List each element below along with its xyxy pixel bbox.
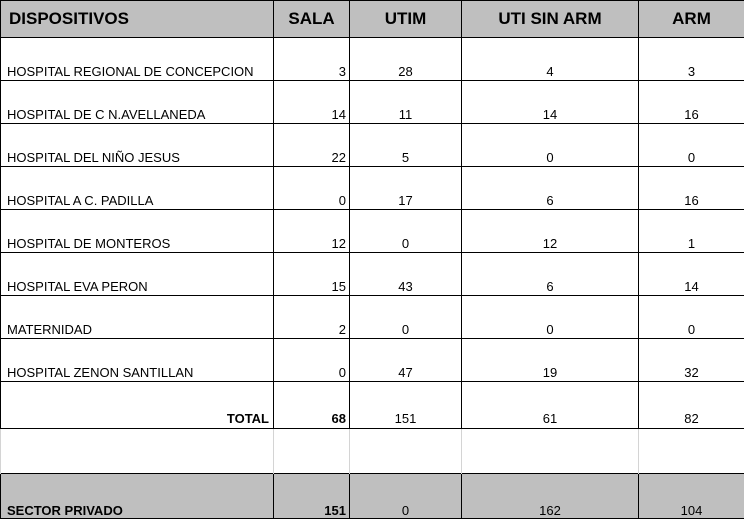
- empty-cell[interactable]: [462, 429, 639, 474]
- empty-cell[interactable]: [350, 429, 462, 474]
- sala-cell[interactable]: 22: [274, 124, 350, 167]
- total-label[interactable]: TOTAL: [1, 382, 274, 429]
- sala-cell[interactable]: 15: [274, 253, 350, 296]
- arm-cell[interactable]: 0: [639, 124, 744, 167]
- utim-cell[interactable]: 0: [350, 296, 462, 339]
- arm-cell[interactable]: 0: [639, 296, 744, 339]
- total-sala-cell[interactable]: 68: [274, 382, 350, 429]
- table-row: [1, 339, 744, 382]
- total-arm-cell[interactable]: 82: [639, 382, 744, 429]
- total-row: [1, 382, 744, 429]
- sala-cell[interactable]: 14: [274, 81, 350, 124]
- uti-sin-arm-cell[interactable]: 4: [462, 38, 639, 81]
- utim-cell[interactable]: 0: [350, 210, 462, 253]
- uti-sin-arm-cell[interactable]: 0: [462, 296, 639, 339]
- header-row: [1, 1, 744, 38]
- sala-cell[interactable]: 2: [274, 296, 350, 339]
- private-utim-cell[interactable]: 0: [350, 474, 462, 519]
- uti-sin-arm-cell[interactable]: 0: [462, 124, 639, 167]
- header-uti-sin-arm[interactable]: UTI SIN ARM: [462, 1, 639, 38]
- empty-cell[interactable]: [639, 429, 744, 474]
- table-row: [1, 167, 744, 210]
- uti-sin-arm-cell[interactable]: 12: [462, 210, 639, 253]
- utim-cell[interactable]: 28: [350, 38, 462, 81]
- utim-cell[interactable]: 47: [350, 339, 462, 382]
- table-row: [1, 253, 744, 296]
- hospital-name-cell[interactable]: HOSPITAL REGIONAL DE CONCEPCION: [1, 38, 274, 81]
- uti-sin-arm-cell[interactable]: 19: [462, 339, 639, 382]
- arm-cell[interactable]: 16: [639, 81, 744, 124]
- empty-cell[interactable]: [274, 429, 350, 474]
- private-sala-cell[interactable]: 151: [274, 474, 350, 519]
- uti-sin-arm-cell[interactable]: 14: [462, 81, 639, 124]
- arm-cell[interactable]: 32: [639, 339, 744, 382]
- arm-cell[interactable]: 14: [639, 253, 744, 296]
- private-arm-cell[interactable]: 104: [639, 474, 744, 519]
- uti-sin-arm-cell[interactable]: 6: [462, 167, 639, 210]
- hospital-name-cell[interactable]: HOSPITAL EVA PERON: [1, 253, 274, 296]
- sala-cell[interactable]: 12: [274, 210, 350, 253]
- header-utim[interactable]: UTIM: [350, 1, 462, 38]
- hospital-name-cell[interactable]: HOSPITAL A C. PADILLA: [1, 167, 274, 210]
- utim-cell[interactable]: 5: [350, 124, 462, 167]
- sala-cell[interactable]: 3: [274, 38, 350, 81]
- table-row: [1, 210, 744, 253]
- header-arm[interactable]: ARM: [639, 1, 744, 38]
- hospital-name-cell[interactable]: HOSPITAL DE MONTEROS: [1, 210, 274, 253]
- hospital-name-cell[interactable]: HOSPITAL DEL NIÑO JESUS: [1, 124, 274, 167]
- arm-cell[interactable]: 3: [639, 38, 744, 81]
- utim-cell[interactable]: 11: [350, 81, 462, 124]
- private-uti-sin-arm-cell[interactable]: 162: [462, 474, 639, 519]
- utim-cell[interactable]: 43: [350, 253, 462, 296]
- utim-cell[interactable]: 17: [350, 167, 462, 210]
- table-row: [1, 38, 744, 81]
- total-utim-cell[interactable]: 151: [350, 382, 462, 429]
- table-row: [1, 124, 744, 167]
- table-row: [1, 296, 744, 339]
- header-dispositivos[interactable]: DISPOSITIVOS: [1, 1, 274, 38]
- total-uti-sin-arm-cell[interactable]: 61: [462, 382, 639, 429]
- hospital-name-cell[interactable]: HOSPITAL DE C N.AVELLANEDA: [1, 81, 274, 124]
- sala-cell[interactable]: 0: [274, 339, 350, 382]
- sala-cell[interactable]: 0: [274, 167, 350, 210]
- hospital-name-cell[interactable]: MATERNIDAD: [1, 296, 274, 339]
- uti-sin-arm-cell[interactable]: 6: [462, 253, 639, 296]
- empty-row: [1, 429, 744, 474]
- empty-cell[interactable]: [1, 429, 274, 474]
- hospital-name-cell[interactable]: HOSPITAL ZENON SANTILLAN: [1, 339, 274, 382]
- table-row: [1, 81, 744, 124]
- arm-cell[interactable]: 16: [639, 167, 744, 210]
- header-sala[interactable]: SALA: [274, 1, 350, 38]
- arm-cell[interactable]: 1: [639, 210, 744, 253]
- private-sector-label[interactable]: SECTOR PRIVADO: [1, 474, 274, 519]
- private-sector-row: [1, 474, 744, 519]
